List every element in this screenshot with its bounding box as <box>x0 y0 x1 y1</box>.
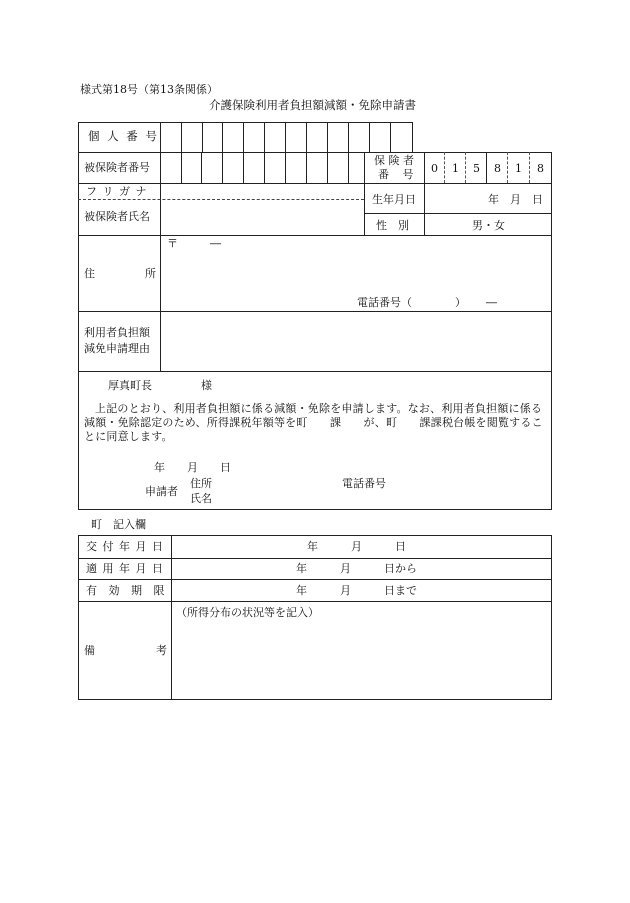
phone-dash: ― <box>486 296 497 309</box>
addressee: 厚真町長 <box>108 379 152 392</box>
applicable-date-value: 年 月 日から <box>296 562 417 575</box>
reason-label-1: 利用者負担額 <box>84 326 150 339</box>
insurer-digit: 0 <box>431 162 438 175</box>
reason-label-2: 減免申請理由 <box>84 342 150 355</box>
postal-mark: 〒 <box>167 237 178 250</box>
insurer-digit: 8 <box>494 162 501 175</box>
remarks-label-2: 考 <box>156 644 167 657</box>
sex-label: 性 別 <box>376 219 409 232</box>
honorific: 様 <box>201 379 212 392</box>
form-number: 様式第18号（第13条関係） <box>80 83 218 96</box>
insurer-number-label-2: 番 号 <box>378 168 414 181</box>
insurer-digit: 1 <box>515 162 522 175</box>
insurer-digit: 5 <box>473 162 480 175</box>
applicant-phone-label: 電話番号 <box>342 477 386 490</box>
applicable-date-label: 適 用 年 月 日 <box>86 562 164 575</box>
phone-close: ） <box>455 296 466 309</box>
postal-dash: ― <box>210 237 221 250</box>
office-section-heading: 町 記入欄 <box>91 518 146 531</box>
issue-date-label: 交 付 年 月 日 <box>86 540 164 553</box>
validity-value: 年 月 日まで <box>296 584 417 597</box>
declaration-body: 上記のとおり、利用者負担額に係る減額・免除を申請します。なお、利用者負担額に係る減額・免除認定のため、所得課税年額等を町 課 が、町 課課税台帳を閲覧することに同意します。 <box>84 402 543 443</box>
issue-date-value: 年 月 日 <box>307 540 406 553</box>
insurer-digit: 8 <box>537 162 544 175</box>
insured-number-label: 被保険者番号 <box>84 161 150 174</box>
insurer-number-label-1: 保 険 者 <box>374 154 414 167</box>
remarks-note: （所得分布の状況等を記入） <box>176 606 319 619</box>
birthdate-value: 年 月 日 <box>488 193 543 206</box>
address-label-1: 住 <box>84 267 95 280</box>
individual-number-label: 個 人 番 号 <box>88 129 159 143</box>
phone-label: 電話番号（ <box>357 296 412 309</box>
declaration-date: 年 月 日 <box>154 461 231 474</box>
validity-label: 有 効 期 限 <box>86 584 169 597</box>
applicant-address-label: 住所 <box>190 477 212 490</box>
insurer-digit: 1 <box>452 162 459 175</box>
birthdate-label: 生年月日 <box>372 193 416 206</box>
furigana-label: フ リ ガ ナ <box>86 185 148 198</box>
applicant-name-label: 氏名 <box>190 492 212 505</box>
applicant-label: 申請者 <box>145 485 178 498</box>
form-title: 介護保険利用者負担額減額・免除申請書 <box>209 98 416 112</box>
sex-value: 男・女 <box>472 219 505 232</box>
insured-name-label: 被保険者氏名 <box>84 210 150 223</box>
remarks-label-1: 備 <box>84 644 95 657</box>
address-label-2: 所 <box>145 267 156 280</box>
